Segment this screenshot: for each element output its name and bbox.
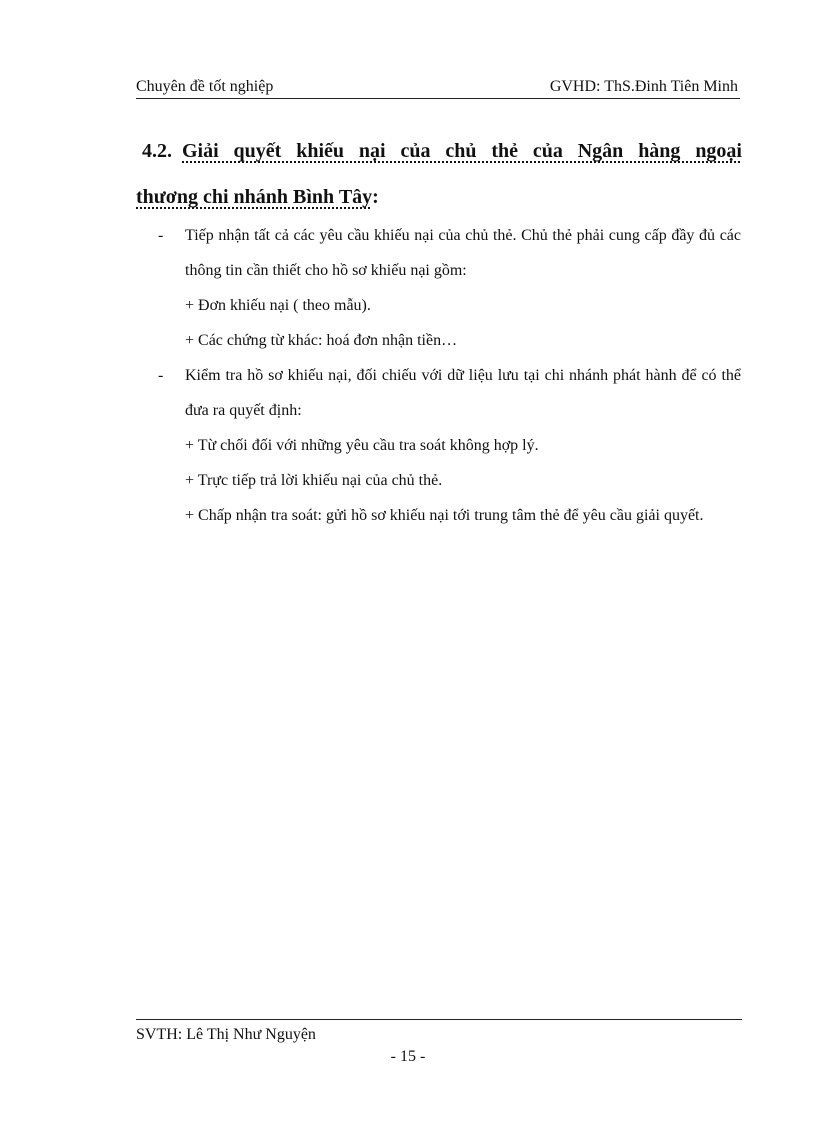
section-body	[158, 218, 741, 533]
sub-item: + Các chứng từ khác: hoá đơn nhận tiền…	[185, 332, 458, 349]
footer-author: SVTH: Lê Thị Như Nguyện	[136, 1026, 316, 1043]
page-header	[136, 76, 740, 99]
list-item	[158, 358, 741, 533]
sub-item: + Chấp nhận tra soát: gửi hồ sơ khiếu nại tới trung tâm thẻ để yêu cầu giải quyết.	[185, 507, 704, 524]
sub-item: + Từ chối đối với những yêu cầu tra soát không hợp lý.	[185, 437, 539, 454]
section-title-part-1: Giải quyết khiếu nại của chủ thẻ của Ngân hàng ngoại	[182, 140, 742, 162]
section-heading-line-2	[136, 174, 742, 220]
section-number: 4.2.	[142, 140, 172, 162]
sub-item: + Trực tiếp trả lời khiếu nại của chủ thẻ.	[185, 472, 443, 489]
list-item-text: Tiếp nhận tất cả các yêu cầu khiếu nại của chủ thẻ. Chủ thẻ phải cung cấp đầy đủ các thông tin cần thiết cho hồ sơ khiếu nại gồm:	[185, 227, 741, 279]
footer-divider	[136, 1019, 742, 1020]
header-supervisor: GVHD: ThS.Đinh Tiên Minh	[549, 78, 738, 95]
list-bullet: -	[158, 367, 164, 384]
list-item-text: Kiểm tra hồ sơ khiếu nại, đối chiếu với dữ liệu lưu tại chi nhánh phát hành để có thể đưa ra quyết định:	[185, 367, 741, 419]
list-item	[158, 218, 741, 358]
section-heading	[136, 128, 742, 220]
section-title-part-2: thương chi nhánh Bình Tây	[136, 186, 373, 208]
header-document-type: Chuyên đề tốt nghiệp	[136, 78, 274, 95]
list-bullet: -	[158, 227, 164, 244]
section-heading-line-1	[136, 128, 742, 174]
page-number: - 15 -	[390, 1048, 426, 1065]
sub-item: + Đơn khiếu nại ( theo mẫu).	[185, 297, 371, 314]
section-title-colon: :	[372, 186, 379, 208]
